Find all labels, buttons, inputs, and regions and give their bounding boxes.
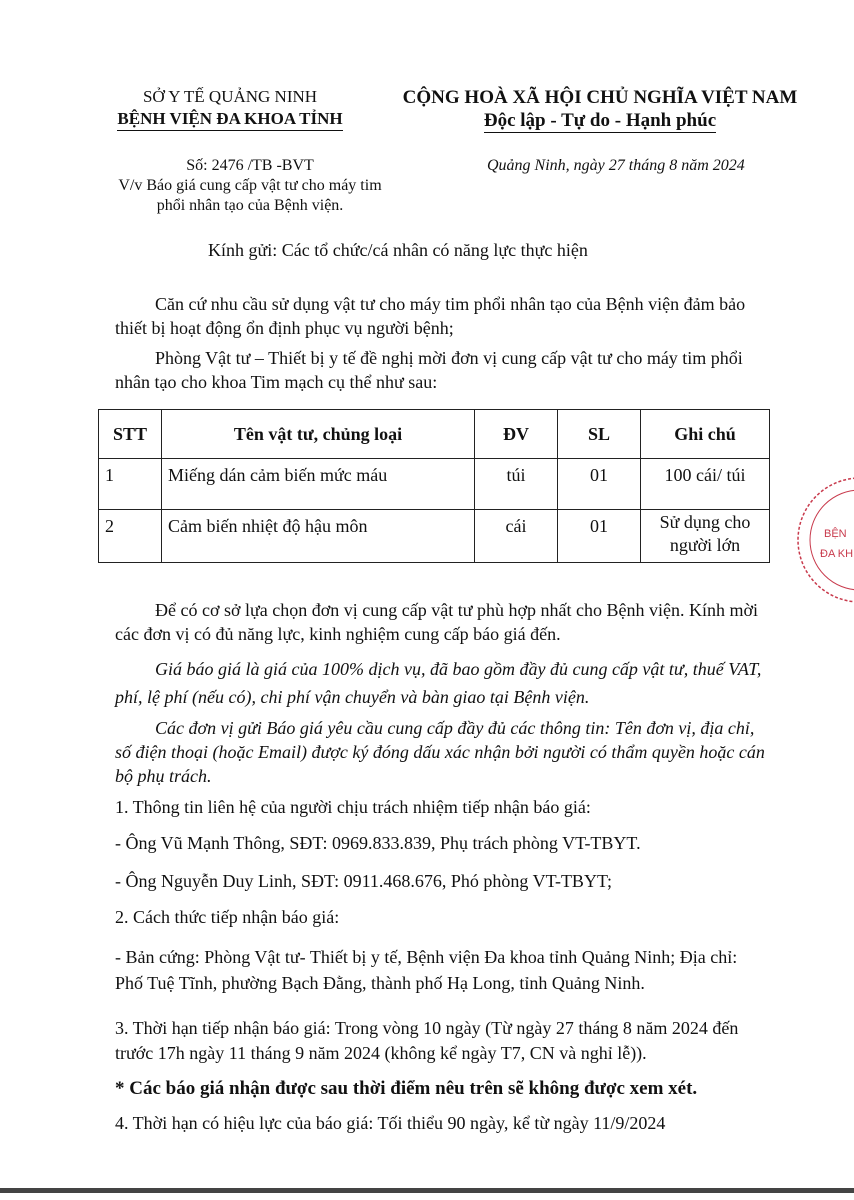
subject-line-1: V/v Báo giá cung cấp vật tư cho máy tim <box>118 177 382 194</box>
cell-stt: 2 <box>99 510 162 563</box>
seal-text-1: BỆN <box>824 528 847 540</box>
header-unit: ĐV <box>475 410 558 459</box>
section-4-validity: 4. Thời hạn có hiệu lực của báo giá: Tối thiểu 90 ngày, kể từ ngày 11/9/2024 <box>115 1113 666 1133</box>
hospital-seal-partial <box>790 475 854 615</box>
cell-item-name: Miếng dán cảm biến mức máu <box>162 459 475 510</box>
issuer-department: SỞ Y TẾ QUẢNG NINH <box>142 87 318 106</box>
contact-2: - Ông Nguyễn Duy Linh, SĐT: 0911.468.676, Phó phòng VT-TBYT; <box>115 871 612 891</box>
cell-item-name: Cảm biến nhiệt độ hậu môn <box>162 510 475 563</box>
document-date: Quảng Ninh, ngày 27 tháng 8 năm 2024 <box>487 157 745 174</box>
reference-number: Số: 2476 /TB -BVT <box>186 157 314 174</box>
body-paragraph-3: Để có cơ sở lựa chọn đơn vị cung cấp vật tư phù hợp nhất cho Bệnh viện. Kính mời các đơn vị có đủ năng lực, kinh nghiệm cung cấp báo giá đến. <box>115 600 758 644</box>
cell-quantity: 01 <box>558 510 641 563</box>
issuer-hospital: BỆNH VIỆN ĐA KHOA TỈNH <box>100 108 360 131</box>
scan-bottom-edge <box>0 1188 854 1193</box>
late-submission-note: * Các báo giá nhận được sau thời điểm nêu trên sẽ không được xem xét. <box>115 1078 698 1099</box>
section-1-title: 1. Thông tin liên hệ của người chịu trách nhiệm tiếp nhận báo giá: <box>115 797 591 817</box>
subject-line-2: phổi nhân tạo của Bệnh viện. <box>156 197 344 214</box>
intro-paragraph-2: Phòng Vật tư – Thiết bị y tế đề nghị mời đơn vị cung cấp vật tư cho máy tim phổi nhân tạo cho khoa Tim mạch cụ thể như sau: <box>115 348 743 392</box>
contact-1: - Ông Vũ Mạnh Thông, SĐT: 0969.833.839, Phụ trách phòng VT-TBYT. <box>115 833 641 853</box>
table-row <box>99 510 770 563</box>
cell-unit: cái <box>475 510 558 563</box>
section-3-deadline: 3. Thời hạn tiếp nhận báo giá: Trong vòng 10 ngày (Từ ngày 27 tháng 8 năm 2024 đến trước 17h ngày 11 tháng 9 năm 2024 (không kể ngày T7, CN và nghỉ lễ)). <box>115 1018 739 1063</box>
issuer-block <box>100 86 360 131</box>
cell-note: Sử dụng cho người lớn <box>641 510 770 563</box>
intro-paragraph-1: Căn cứ nhu cầu sử dụng vật tư cho máy tim phổi nhân tạo của Bệnh viện đảm bảo thiết bị hoạt động ổn định phục vụ người bệnh; <box>115 294 746 338</box>
body-paragraph-5: Các đơn vị gửi Báo giá yêu cầu cung cấp đầy đủ các thông tin: Tên đơn vị, địa chỉ, số điện thoại (hoặc Email) được ký đóng dấu xác nhận bởi người có thẩm quyền hoặc cán bộ phụ trách. <box>115 718 765 786</box>
header-stt: STT <box>99 410 162 459</box>
reference-block <box>75 156 425 216</box>
cell-stt: 1 <box>99 459 162 510</box>
national-title: CỘNG HOÀ XÃ HỘI CHỦ NGHĨA VIỆT NAM <box>402 87 798 108</box>
header-note: Ghi chú <box>641 410 770 459</box>
cell-note: 100 cái/ túi <box>641 459 770 510</box>
cell-unit: túi <box>475 459 558 510</box>
header-quantity: SL <box>558 410 641 459</box>
national-motto-block <box>380 86 820 133</box>
national-motto: Độc lập - Tự do - Hạnh phúc <box>483 110 717 131</box>
cell-quantity: 01 <box>558 459 641 510</box>
header-item-name: Tên vật tư, chủng loại <box>162 410 475 459</box>
table-header-row <box>99 410 770 459</box>
supply-table <box>98 409 770 563</box>
section-2-title: 2. Cách thức tiếp nhận báo giá: <box>115 907 340 927</box>
body-paragraph-4: Giá báo giá là giá của 100% dịch vụ, đã bao gồm đầy đủ cung cấp vật tư, thuế VAT, phí, lệ phí (nếu có), chi phí vận chuyển và bàn giao tại Bệnh viện. <box>115 659 762 707</box>
table-row <box>99 459 770 510</box>
seal-text-2: ĐA KH <box>820 548 854 560</box>
hard-copy-address: - Bản cứng: Phòng Vật tư- Thiết bị y tế, Bệnh viện Đa khoa tỉnh Quảng Ninh; Địa chỉ: Phố Tuệ Tĩnh, phường Bạch Đằng, thành phố Hạ Long, tỉnh Quảng Ninh. <box>115 947 738 993</box>
recipient-line: Kính gửi: Các tổ chức/cá nhân có năng lực thực hiện <box>208 240 588 260</box>
